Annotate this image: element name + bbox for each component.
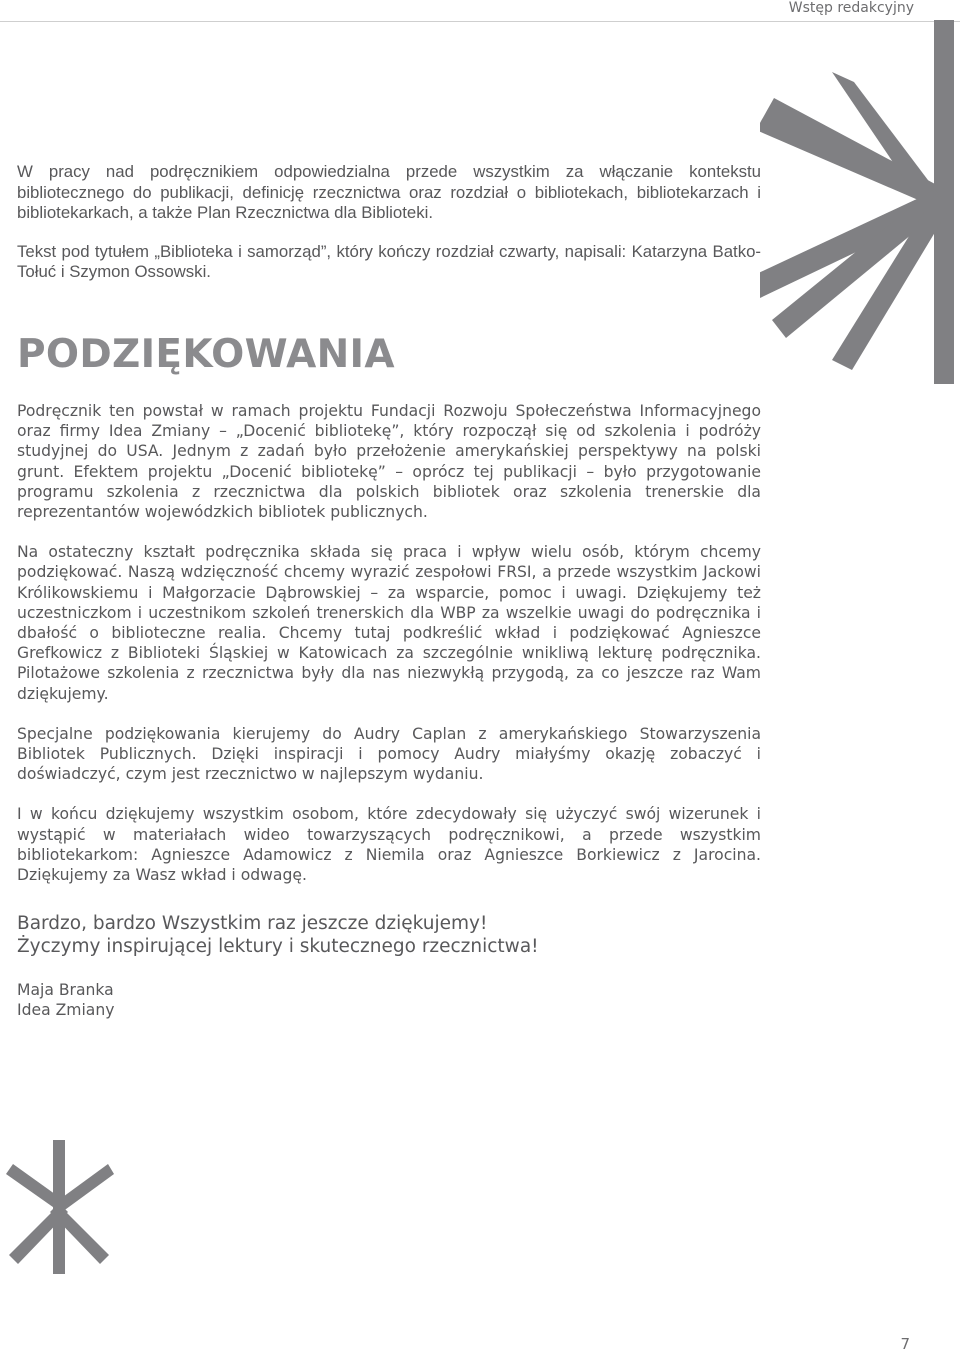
closing-message <box>17 913 761 958</box>
signature <box>17 980 761 1020</box>
decorative-asterisk-icon <box>0 1140 140 1280</box>
acknowledgement-paragraph: Specjalne podziękowania kierujemy do Audry Caplan z amerykańskiego Stowarzyszenia Bibliotek Publicznych. Dzięki inspiracji i pomocy Audry miałyśmy okazję zobaczyć i doświadczyć, czym jest rzecznictwo w najlepszym wydaniu. <box>17 724 761 784</box>
closing-line: Życzymy inspirującej lektury i skutecznego rzecznictwa! <box>17 935 539 957</box>
decorative-asterisk-icon <box>760 20 960 385</box>
signature-organization: Idea Zmiany <box>17 1001 115 1020</box>
signature-name: Maja Branka <box>17 981 114 1000</box>
section-label: Wstęp redakcyjny <box>788 0 914 16</box>
acknowledgement-paragraph: I w końcu dziękujemy wszystkim osobom, które zdecydowały się użyczyć swój wizerunek i wystąpić w materiałach wideo towarzyszących podręcznikowi, a przede wszystkim bibliotekarkom: Agnieszce Adamowicz z Niemila oraz Agnieszce Borkiewicz z Jarocina. Dziękujemy za Wasz wkład i odwagę. <box>17 805 761 885</box>
page-number: 7 <box>900 1335 910 1353</box>
running-header <box>0 0 960 22</box>
intro-paragraph: W pracy nad podręcznikiem odpowiedzialna przede wszystkim za włączanie kontekstu bibliotecznego do publikacji, definicję rzecznictwa oraz rozdział o bibliotekach, bibliotekarzach i bibliotekarkach, a także Plan Rzecznictwa dla Biblioteki. <box>17 162 761 223</box>
page-content <box>17 162 761 1021</box>
intro-paragraph: Tekst pod tytułem „Biblioteka i samorząd”, który kończy rozdział czwarty, napisali: Katarzyna Batko-Tołuć i Szymon Ossowski. <box>17 241 761 282</box>
section-heading: PODZIĘKOWANIA <box>17 331 395 377</box>
closing-line: Bardzo, bardzo Wszystkim raz jeszcze dziękujemy! <box>17 913 488 935</box>
acknowledgement-paragraph: Na ostateczny kształt podręcznika składa się praca i wpływ wielu osób, którym chcemy podziękować. Naszą wdzięczność chcemy wyrazić zespołowi FRSI, a przede wszystkim Jackowi Królikowskiemu i Małgorzacie Dąbrowskiej – za wsparcie, pomoc i uwagi. Dziękujemy też uczestniczkom i uczestnikom szkoleń trenerskich dla WBP za wszelkie uwagi do podręcznika i dbałość o biblioteczne realia. Chcemy tutaj podkreślić wkład i podziękować Agnieszce Grefkowicz z Biblioteki Śląskiej w Katowicach za szczególnie wnikliwą lekturę podręcznika. Pilotażowe szkolenia z rzecznictwa były dla nas niezwykłą przygodą, za co jeszcze raz Wam dziękujemy. <box>17 543 761 703</box>
acknowledgement-paragraph: Podręcznik ten powstał w ramach projektu Fundacji Rozwoju Społeczeństwa Informacyjnego oraz firmy Idea Zmiany – „Docenić bibliotekę”, który rozpoczął się od szkolenia i podróży studyjnej do USA. Jednym z zadań było przełożenie amerykańskiej perspektywy na polski grunt. Efektem projektu „Docenić bibliotekę” – oprócz tej publikacji – było przygotowanie programu szkolenia z rzecznictwa dla polskich bibliotek oraz szkolenia trenerskie dla reprezentantów wojewódzkich bibliotek publicznych. <box>17 401 761 521</box>
